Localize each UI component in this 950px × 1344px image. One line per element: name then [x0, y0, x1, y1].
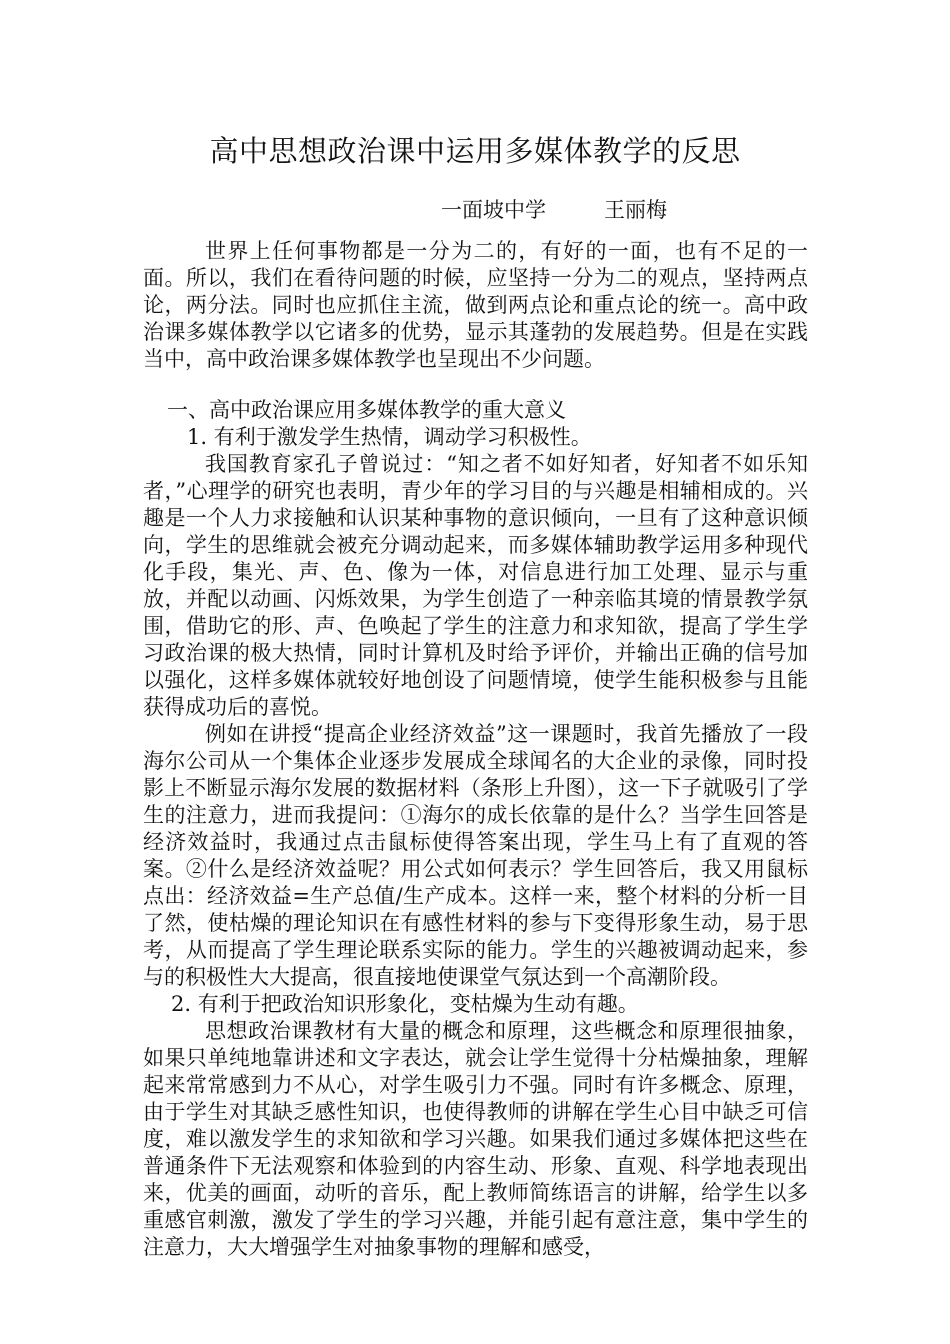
school-name: 一面坡中学 — [441, 198, 546, 222]
document-body — [143, 238, 808, 1261]
body-paragraph: 我国教育家孔子曾说过：“知之者不如好知者，好知者不如乐知者，”心理学的研究也表明，青少年的学习目的与兴趣是相辅相成的。兴趣是一个人力求接触和认识某种事物的意识倾向，一旦有了这种意识倾向，学生的思维就会被充分调动起来，而多媒体辅助教学运用多种现代化手段，集光、声、色、像为一体，对信息进行加工处理、显示与重放，并配以动画、闪烁效果，为学生创造了一种亲临其境的情景教学氛围，借助它的形、声、色唤起了学生的注意力和求知欲，提高了学生学习政治课的极大热情，同时计算机及时给予评价，并输出正确的信号加以强化，这样多媒体就较好地创设了问题情境，使学生能积极参与且能获得成功后的喜悦。 — [143, 452, 808, 719]
author-name: 王丽梅 — [604, 198, 667, 222]
subheading-point-1: 1. 有利于激发学生热情，调动学习积极性。 — [187, 425, 592, 449]
intro-paragraph: 世界上任何事物都是一分为二的，有好的一面，也有不足的一面。所以，我们在看待问题的时候，应坚持一分为二的观点，坚持两点论，两分法。同时也应抓住主流，做到两点论和重点论的统一。高中政治课多媒体教学以它诸多的优势，显示其蓬勃的发展趋势。但是在实践当中，高中政治课多媒体教学也呈现出不少问题。 — [143, 239, 808, 371]
document-title: 高中思想政治课中运用多媒体教学的反思 — [209, 134, 741, 168]
body-paragraph: 思想政治课教材有大量的概念和原理，这些概念和原理很抽象，如果只单纯地靠讲述和文字表达，就会让学生觉得十分枯燥抽象，理解起来常常感到力不从心，对学生吸引力不强。同时有许多概念、原理，由于学生对其缺乏感性知识，也使得教师的讲解在学生心目中缺乏可信度，难以激发学生的求知欲和学习兴趣。如果我们通过多媒体把这些在普通条件下无法观察和体验到的内容生动、形象、直观、科学地表现出来，优美的画面，动听的音乐，配上教师简练语言的讲解，给学生以多重感官刺激，激发了学生的学习兴趣，并能引起有意注意，集中学生的注意力，大大增强学生对抽象事物的理解和感受， — [143, 1019, 808, 1259]
section-heading: 一、高中政治课应用多媒体教学的重大意义 — [167, 398, 566, 422]
byline — [441, 195, 667, 225]
subheading-point-2: 2. 有利于把政治知识形象化，变枯燥为生动有趣。 — [171, 992, 639, 1016]
body-paragraph: 例如在讲授“提高企业经济效益”这一课题时，我首先播放了一段海尔公司从一个集体企业逐步发展成全球闻名的大企业的录像，同时投影上不断显示海尔发展的数据材料（条形上升图），这一下子就吸引了学生的注意力，进而我提问：①海尔的成长依靠的是什么？当学生回答是经济效益时，我通过点击鼠标使得答案出现，学生马上有了直观的答案。②什么是经济效益呢？用公式如何表示？学生回答后，我又用鼠标点出：经济效益=生产总值/生产成本。这样一来，整个材料的分析一目了然，使枯燥的理论知识在有感性材料的参与下变得形象生动，易于思考，从而提高了学生理论联系实际的能力。学生的兴趣被调动起来，参与的积极性大大提高，很直接地使课堂气氛达到一个高潮阶段。 — [143, 722, 808, 989]
